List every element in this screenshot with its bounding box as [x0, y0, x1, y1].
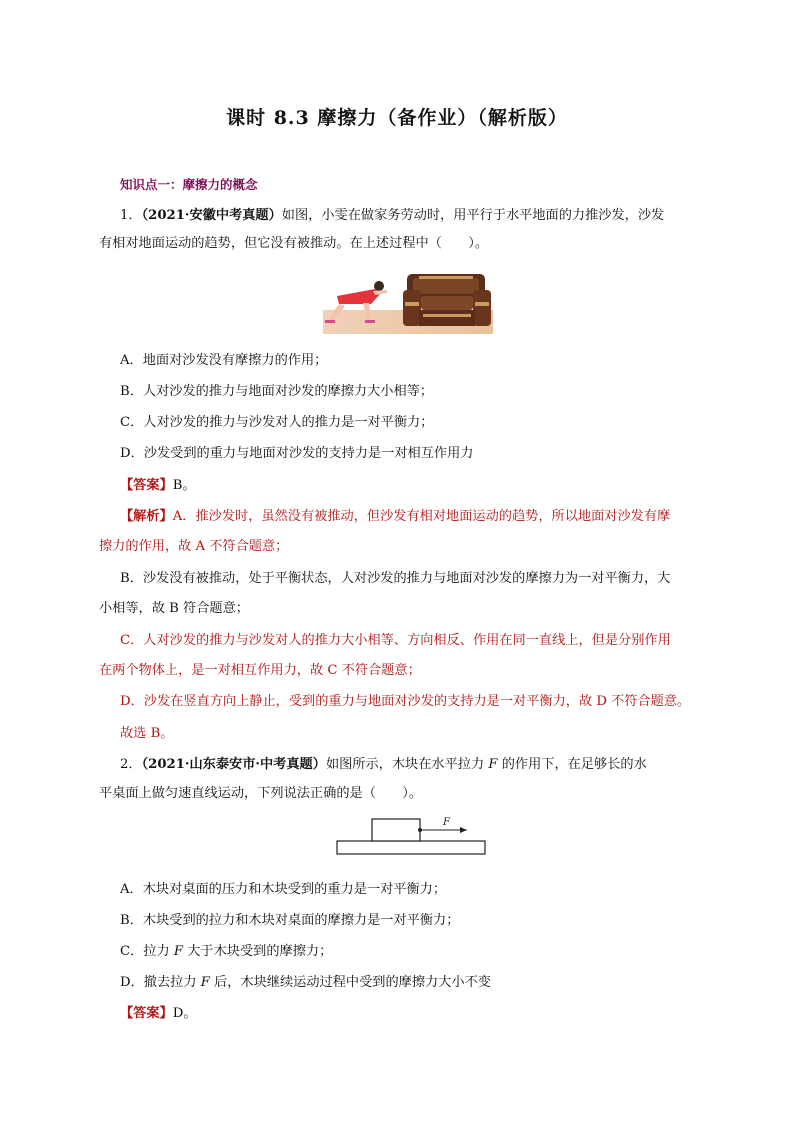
answer-label: 【答案】 [120, 1006, 173, 1021]
q2-stem-line1 [120, 755, 700, 775]
q1-analysis-d: D．沙发在竖直方向上静止，受到的重力与地面对沙发的支持力是一对平衡力，故 D 不符合题意。 [120, 694, 691, 709]
page-title: 课时 8.3 摩擦力（备作业）（解析版） [226, 107, 568, 129]
q1-analysis-b-line1: B．沙发没有被推动，处于平衡状态，人对沙发的推力与地面对沙发的摩擦力为一对平衡力，大 [120, 571, 671, 586]
q1-stem-text: 如图，小雯在做家务劳动时，用平行于水平地面的力推沙发，沙发 [281, 208, 665, 223]
q1-number: 1． [120, 208, 142, 223]
q2-option-c-b: 大于木块受到的摩擦力； [183, 944, 333, 959]
section-heading: 知识点一：摩擦力的概念 [120, 177, 258, 192]
q2-option-c [120, 942, 700, 962]
q2-option-c-a: C．拉力 [120, 944, 174, 959]
q2-source: （2021·山东泰安市·中考真题） [141, 757, 326, 772]
q2-option-d-var: F [200, 975, 210, 990]
q1-analysis-c-line1: C．人对沙发的推力与沙发对人的推力大小相等、方向相反、作用在同一直线上，但是分别作用 [120, 633, 671, 648]
q2-option-a: A．木块对桌面的压力和木块受到的重力是一对平衡力； [120, 882, 447, 897]
q2-option-d-b: 后，木块继续运动过程中受到的摩擦力大小不变 [209, 975, 491, 990]
analysis-label: 【解析】 [120, 509, 173, 524]
force-label: F [443, 817, 450, 828]
answer-value: D。 [172, 1006, 197, 1021]
q2-number: 2． [120, 757, 142, 772]
q1-stem-line1 [120, 206, 700, 226]
q1-conclusion: 故选 B。 [120, 726, 174, 741]
answer-value: B。 [172, 478, 196, 493]
force-arrow-head [460, 827, 467, 833]
q2-option-b: B．木块受到的拉力和木块对桌面的摩擦力是一对平衡力； [120, 913, 460, 928]
q1-option-b: B．人对沙发的推力与地面对沙发的摩擦力大小相等； [120, 384, 434, 399]
q1-answer [120, 476, 700, 496]
q2-stem-var: F [488, 757, 498, 772]
q2-stem-text-b: 的作用下，在足够长的水 [497, 757, 647, 772]
q1-analysis-line1 [120, 507, 700, 527]
q1-analysis-b-line2: 小相等，故 B 符合题意； [99, 601, 249, 616]
q2-option-d-a: D．撤去拉力 [120, 975, 201, 990]
q1-source: （2021·安徽中考真题） [141, 208, 282, 223]
q2-answer [120, 1004, 700, 1024]
q1-stem-line2: 有相对地面运动的趋势，但它没有被推动。在上述过程中（ ）。 [99, 236, 489, 251]
q1-analysis-line2: 擦力的作用，故 A 不符合题意； [99, 539, 289, 554]
q1-option-a: A．地面对沙发没有摩擦力的作用； [120, 353, 328, 368]
analysis-text: A．推沙发时，虽然没有被推动，但沙发有相对地面运动的趋势，所以地面对沙发有摩 [172, 509, 671, 524]
answer-label: 【答案】 [120, 478, 173, 493]
q1-option-c: C．人对沙发的推力与沙发对人的推力是一对平衡力； [120, 415, 434, 430]
q1-analysis-c-line2: 在两个物体上，是一对相互作用力，故 C 不符合题意； [99, 663, 421, 678]
q2-stem-line2: 平桌面上做匀速直线运动，下列说法正确的是（ ）。 [99, 786, 423, 801]
block-on-table-figure [335, 813, 487, 857]
q2-option-c-var: F [173, 944, 184, 959]
sofa-figure [323, 266, 493, 334]
wood-block [372, 819, 420, 841]
q1-option-d: D．沙发受到的重力与地面对沙发的支持力是一对相互作用力 [120, 446, 474, 461]
q2-stem-text-a: 如图所示，木块在水平拉力 [325, 757, 489, 772]
table-surface [337, 841, 485, 854]
q2-option-d [120, 973, 700, 993]
